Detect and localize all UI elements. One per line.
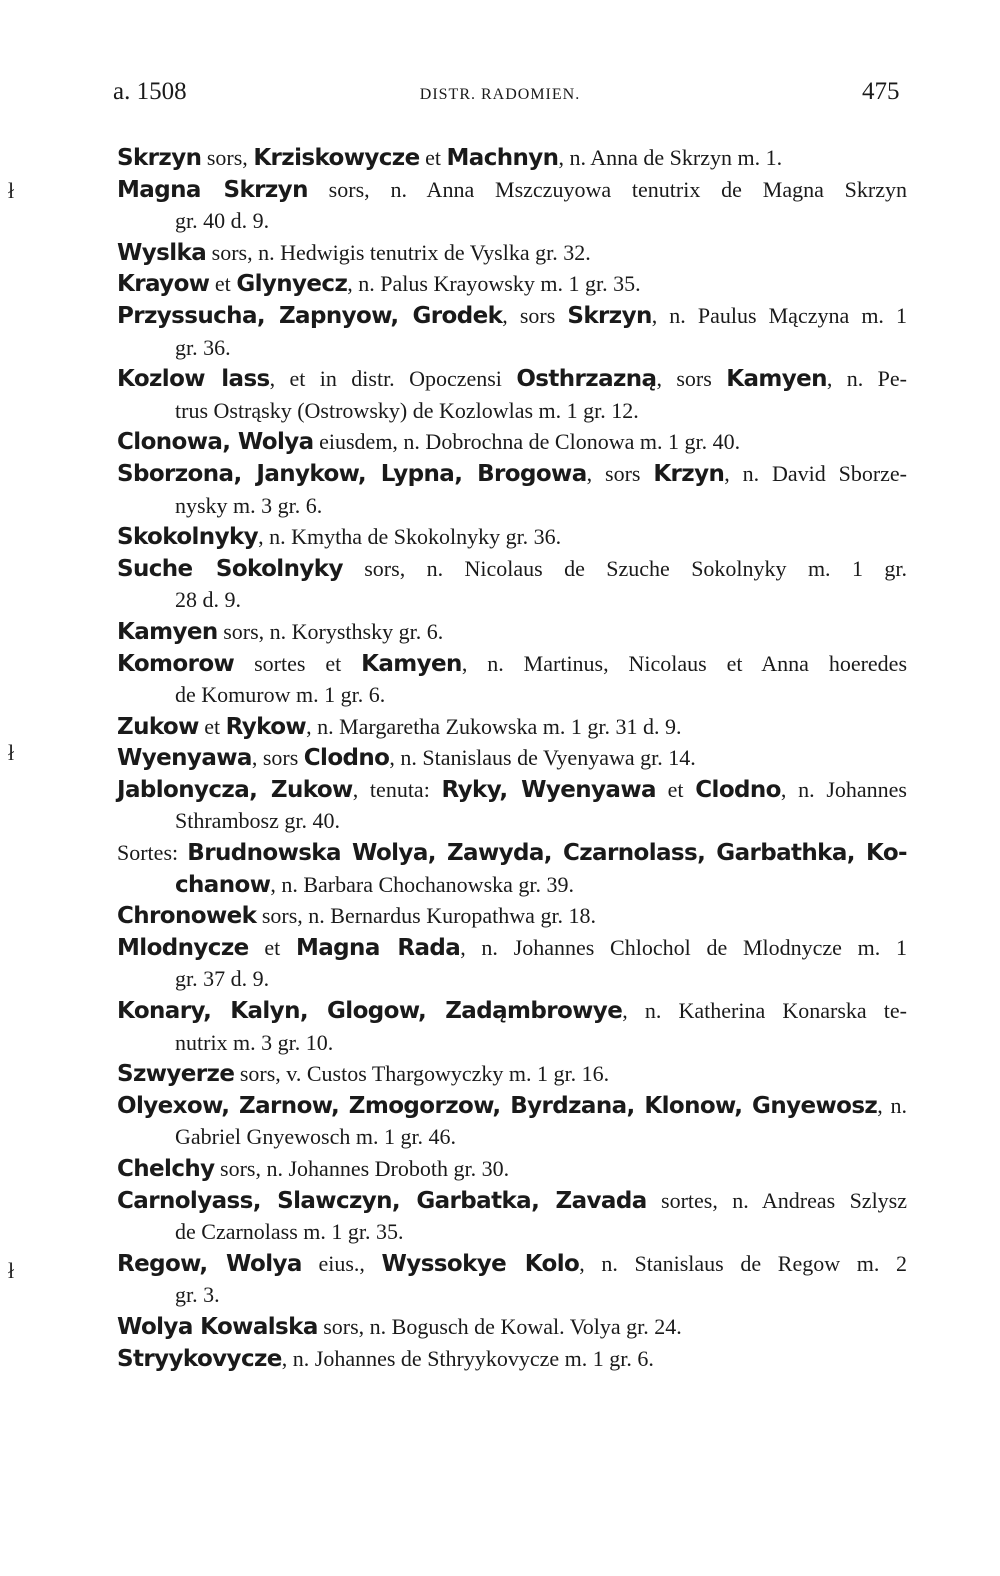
- place-name: Wyenyawa: [117, 745, 252, 772]
- entry-continuation-line: [117, 1216, 907, 1248]
- register-entry: [117, 458, 907, 521]
- entry-text: sors, n. Bogusch de Kowal. Volya gr. 24.: [317, 1313, 682, 1339]
- margin-mark: ł: [8, 1258, 15, 1283]
- place-name: Clodno: [695, 776, 781, 803]
- entry-line: [117, 900, 907, 932]
- entry-text: , n. Johannes: [780, 776, 907, 802]
- entry-line: [117, 1248, 907, 1280]
- place-name: Kamyen: [726, 366, 827, 393]
- entry-text: sors, n. Johannes Droboth gr. 30.: [214, 1156, 510, 1181]
- entry-continuation-line: [117, 1279, 907, 1311]
- entry-line: [117, 837, 907, 869]
- register-entry: [117, 648, 907, 711]
- entry-continuation-line: [117, 805, 907, 837]
- register-entry: [117, 237, 907, 269]
- entry-text: , n. Kmytha de Skokolnyky gr. 36.: [258, 524, 562, 550]
- place-name: Suche Sokolnyky: [117, 555, 343, 582]
- entry-text: Sthrambosz gr. 40.: [175, 808, 340, 834]
- entry-text: sors, n. Bernardus Kuropathwa gr. 18.: [256, 903, 597, 929]
- entry-text: , n. Stanislaus de Vyenyawa gr. 14.: [389, 745, 696, 771]
- entry-line: [117, 995, 907, 1027]
- place-name: Kozlow lass: [117, 366, 270, 393]
- entry-continuation-line: [117, 1121, 907, 1153]
- place-name: Konary, Kalyn, Glogow, Zadąmbrowye: [117, 998, 623, 1025]
- entry-text: , sors: [502, 302, 568, 328]
- entry-text: , sors: [656, 366, 727, 392]
- place-name: Clonowa, Wolya: [117, 429, 314, 456]
- entry-text: nysky m. 3 gr. 6.: [175, 492, 323, 518]
- register-entry: [117, 711, 907, 743]
- entry-text: sors,: [201, 145, 254, 170]
- place-name: Chronowek: [117, 903, 257, 930]
- entry-text: trus Ostrąsky (Ostrowsky) de Kozlowlas m. 1 gr. 12.: [175, 397, 639, 423]
- register-entries: [117, 142, 907, 1374]
- entry-text: de Czarnolass m. 1 gr. 35.: [175, 1219, 404, 1245]
- place-name: Przyssucha, Zapnyow, Grodek: [117, 302, 503, 329]
- entry-line: [117, 1090, 907, 1122]
- place-name: Wyslka: [117, 239, 207, 266]
- register-entry: [117, 1343, 907, 1375]
- place-name: Krayow: [117, 271, 210, 298]
- entry-text: , et in distr. Opoczensi: [269, 366, 517, 392]
- entry-text: gr. 37 d. 9.: [175, 966, 270, 992]
- register-entry: [117, 1185, 907, 1248]
- entry-line: [117, 458, 907, 490]
- entry-text: , n. Barbara Chochanowska gr. 39.: [270, 871, 575, 897]
- register-entry: [117, 774, 907, 837]
- entry-text: eius.,: [301, 1250, 382, 1276]
- page-number: 475: [862, 78, 900, 105]
- entry-text: sortes, n. Andreas Szlysz: [646, 1187, 908, 1213]
- place-name: Skokolnyky: [117, 524, 259, 551]
- entry-line: [117, 1185, 907, 1217]
- register-entry: [117, 742, 907, 774]
- register-entry: [117, 300, 907, 363]
- place-name: Chelchy: [117, 1156, 215, 1182]
- place-name: Olyexow, Zarnow, Zmogorzow, Byrdzana, Klonow, Gnyewosz: [117, 1092, 878, 1119]
- register-entry: [117, 142, 907, 174]
- place-name: Skrzyn: [117, 145, 202, 171]
- entry-line: [117, 616, 907, 648]
- place-name: Zukow: [117, 713, 199, 740]
- entry-text: et: [198, 713, 226, 739]
- entry-text: , tenuta:: [352, 776, 442, 802]
- entry-text: 28 d. 9.: [175, 587, 241, 613]
- register-entry: [117, 1090, 907, 1153]
- entry-text: sors, n. Anna Mszczuyowa tenutrix de Magna Skrzyn: [307, 176, 907, 202]
- entry-line: [117, 553, 907, 585]
- entry-text: , n.: [877, 1092, 907, 1118]
- entry-text: , n. Margaretha Zukowska m. 1 gr. 31 d. 9.: [306, 713, 682, 739]
- place-name: Jablonycza, Zukow: [117, 776, 353, 803]
- place-name: Glynyecz: [236, 271, 348, 298]
- place-name: chanow: [175, 871, 271, 898]
- register-entry: [117, 174, 907, 237]
- entry-text: eiusdem, n. Dobrochna de Clonowa m. 1 gr. 40.: [313, 429, 741, 455]
- entry-text: , n. Paulus Mączyna m. 1: [651, 302, 907, 328]
- place-name: Carnolyass, Slawczyn, Garbatka, Zavada: [117, 1187, 647, 1214]
- entry-line: [117, 174, 907, 206]
- header-date: a. 1508: [113, 78, 187, 105]
- entry-continuation-line: [117, 963, 907, 995]
- register-entry: [117, 1058, 907, 1090]
- place-name: Kamyen: [117, 618, 218, 645]
- entry-line: [117, 426, 907, 458]
- margin-mark: ł: [8, 178, 15, 203]
- entry-line: [117, 142, 907, 174]
- place-name: Clodno: [303, 745, 390, 772]
- entry-text: sortes et: [234, 650, 362, 676]
- register-entry: [117, 837, 907, 900]
- entry-text: , n. Johannes de Sthryykovycze m. 1 gr. 6.: [281, 1345, 654, 1371]
- entry-line: [117, 1311, 907, 1343]
- place-name: Sborzona, Janykow, Lypna, Brogowa: [117, 460, 587, 487]
- register-entry: [117, 1248, 907, 1311]
- entry-text: , sors: [586, 460, 654, 486]
- entry-text: sors, n. Korysthsky gr. 6.: [217, 618, 444, 644]
- place-name: Komorow: [117, 650, 235, 677]
- entry-continuation-line: [117, 584, 907, 616]
- entry-line: [117, 742, 907, 774]
- register-entry: [117, 900, 907, 932]
- register-entry: [117, 268, 907, 300]
- entry-text: , n. Johannes Chlochol de Mlodnycze m. 1: [460, 934, 907, 960]
- entry-continuation-line: [117, 1027, 907, 1059]
- place-name: Machnyn: [446, 145, 559, 171]
- entry-text: , sors: [251, 745, 304, 771]
- place-name: Krziskowycze: [253, 145, 420, 171]
- register-entry: [117, 995, 907, 1058]
- entry-line: [117, 932, 907, 964]
- entry-continuation-line: [117, 395, 907, 427]
- margin-mark: ł: [8, 740, 15, 765]
- register-entry: [117, 1153, 907, 1185]
- place-name: Skrzyn: [567, 302, 652, 329]
- entry-text: nutrix m. 3 gr. 10.: [175, 1029, 334, 1055]
- entry-text: gr. 3.: [175, 1282, 220, 1308]
- entry-line: [117, 363, 907, 395]
- entry-text: et: [655, 776, 696, 802]
- entry-text: , n. Pe-: [826, 366, 908, 392]
- place-name: Krzyn: [653, 460, 725, 487]
- entry-continuation-line: [117, 205, 907, 237]
- place-name: Osthrzazną: [516, 366, 657, 393]
- entry-continuation-line: [117, 490, 907, 522]
- entry-line: [117, 268, 907, 300]
- entry-text: , n. Palus Krayowsky m. 1 gr. 35.: [347, 271, 641, 297]
- place-name: Wyssokye Kolo: [381, 1250, 580, 1277]
- entry-line: [117, 521, 907, 553]
- place-name: Rykow: [225, 713, 307, 740]
- entry-continuation-line: [117, 332, 907, 364]
- place-name: Stryykovycze: [117, 1345, 282, 1372]
- entry-line: [117, 1058, 907, 1090]
- place-name: Magna Skrzyn: [117, 176, 308, 203]
- place-name: Szwyerze: [117, 1061, 235, 1088]
- entry-line: [117, 711, 907, 743]
- place-name: Magna Rada: [295, 934, 461, 961]
- entry-text: sors, v. Custos Thargowyczky m. 1 gr. 16.: [234, 1061, 610, 1087]
- place-name: Kamyen: [361, 650, 462, 677]
- entry-text: , n. Martinus, Nicolaus et Anna hoeredes: [461, 650, 908, 676]
- entry-text: , n. David Sborze-: [724, 460, 907, 486]
- entry-text: , n. Katherina Konarska te-: [622, 998, 907, 1024]
- register-entry: [117, 521, 907, 553]
- register-entry: [117, 616, 907, 648]
- entry-line: [117, 1343, 907, 1375]
- entry-text: , n. Anna de Skrzyn m. 1.: [558, 145, 783, 170]
- register-entry: [117, 1311, 907, 1343]
- entry-text: et: [209, 271, 237, 297]
- entry-text: sors, n. Hedwigis tenutrix de Vyslka gr. 32.: [206, 239, 591, 265]
- entry-line: [117, 774, 907, 806]
- register-entry: [117, 426, 907, 458]
- entry-text: gr. 40 d. 9.: [175, 208, 270, 234]
- register-entry: [117, 553, 907, 616]
- entry-text: de Komurow m. 1 gr. 6.: [175, 682, 386, 708]
- place-name: Brudnowska Wolya, Zawyda, Czarnolass, Garbathka, Ko-: [187, 840, 907, 867]
- register-entry: [117, 363, 907, 426]
- entry-text: sors, n. Nicolaus de Szuche Sokolnyky m. 1 gr.: [342, 555, 907, 581]
- entry-line: [117, 648, 907, 680]
- entry-line: [117, 1153, 907, 1185]
- entry-line: [117, 300, 907, 332]
- place-name: Wolya Kowalska: [117, 1313, 318, 1340]
- entry-continuation-line: [117, 679, 907, 711]
- entry-text: , n. Stanislaus de Regow m. 2: [579, 1250, 907, 1276]
- entry-text: gr. 36.: [175, 334, 231, 360]
- entry-line: [117, 237, 907, 269]
- entry-text: et: [419, 145, 447, 170]
- entry-text: et: [248, 934, 296, 960]
- place-name: Ryky, Wyenyawa: [441, 776, 656, 803]
- entry-text: Gabriel Gnyewosch m. 1 gr. 46.: [175, 1124, 457, 1150]
- header-district: DISTR. RADOMIEN.: [419, 86, 581, 103]
- place-name: Regow, Wolya: [117, 1250, 302, 1277]
- register-entry: [117, 932, 907, 995]
- entry-continuation-line: [117, 869, 907, 901]
- place-name: Mlodnycze: [117, 934, 249, 961]
- entry-text: Sortes:: [117, 840, 188, 866]
